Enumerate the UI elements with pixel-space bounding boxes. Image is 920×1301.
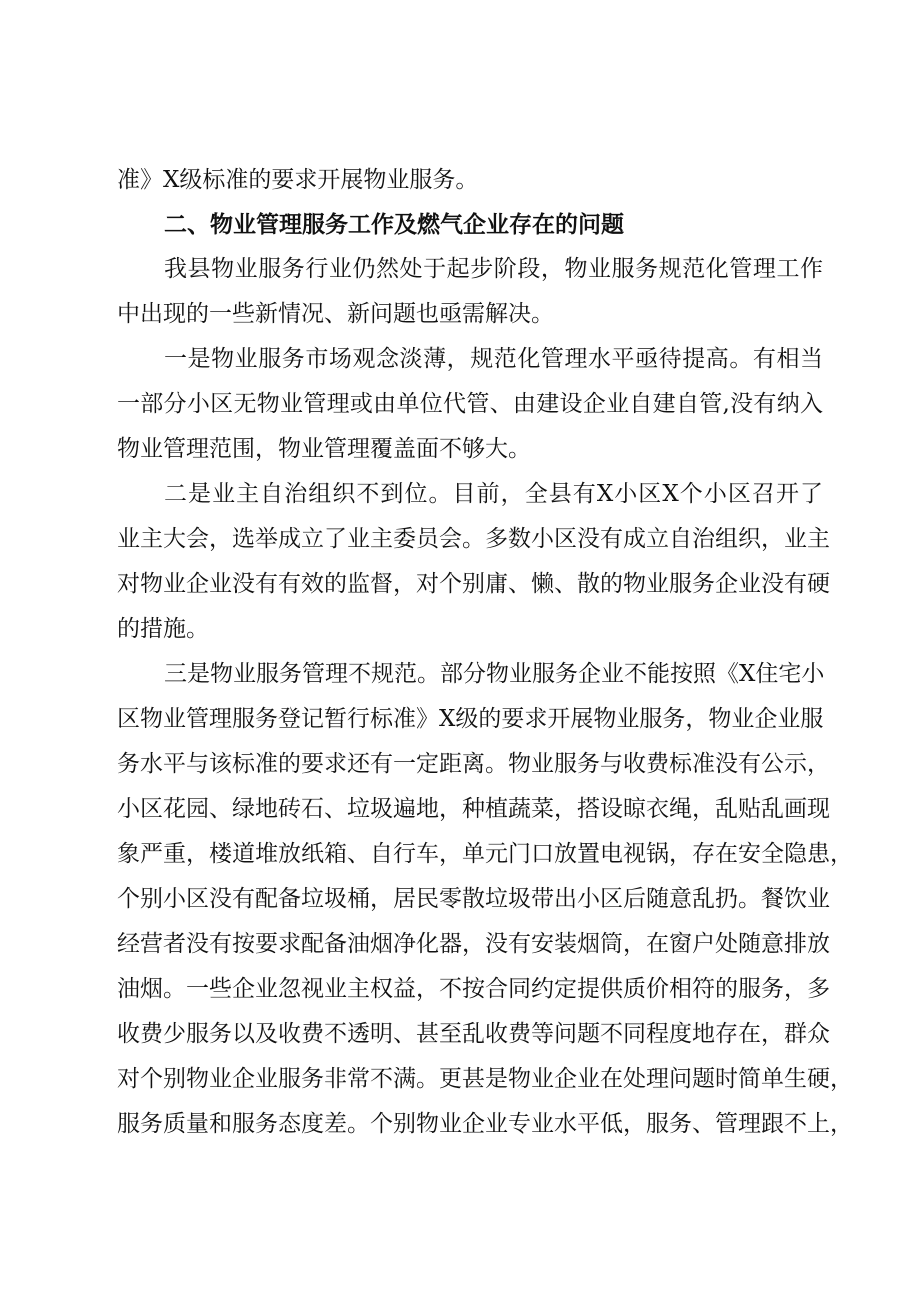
body-text-line: 收费少服务以及收费不透明、甚至乱收费等问题不同程度地存在，群众: [117, 1021, 830, 1047]
document-body: [117, 158, 853, 1147]
body-text-line: 一部分小区无物业管理或由单位代管、由建设企业自建自管,没有纳入: [117, 391, 823, 417]
body-text-line: 二是业主自治组织不到位。目前，全县有X小区X个小区召开了: [164, 481, 823, 507]
body-text-line: 服务质量和服务态度差。个别物业企业专业水平低，服务、管理跟不上，: [117, 1111, 853, 1137]
body-text-line: 对物业企业没有有效的监督，对个别庸、懒、散的物业服务企业没有硬: [117, 571, 830, 597]
body-text-line: 个别小区没有配备垃圾桶，居民零散垃圾带出小区后随意乱扔。餐饮业: [117, 886, 830, 912]
body-text-line: 我县物业服务行业仍然处于起步阶段，物业服务规范化管理工作: [164, 256, 823, 282]
body-text-line: 油烟。一些企业忽视业主权益，不按合同约定提供质价相符的服务，多: [117, 976, 830, 1002]
body-text-line: 中出现的一些新情况、新问题也亟需解决。: [117, 301, 554, 327]
body-text-line: 的措施。: [117, 616, 209, 642]
body-text-line: 象严重，楼道堆放纸箱、自行车，单元门口放置电视锅，存在安全隐患，: [117, 841, 853, 867]
section-heading: 二、物业管理服务工作及燃气企业存在的问题: [164, 212, 624, 238]
body-text-line: 务水平与该标准的要求还有一定距离。物业服务与收费标准没有公示，: [117, 751, 830, 777]
body-text-line: 三是物业服务管理不规范。部分物业服务企业不能按照《X住宅小: [164, 661, 825, 687]
body-text-line: 对个别物业企业服务非常不满。更甚是物业企业在处理问题时简单生硬，: [117, 1066, 853, 1092]
body-text-line: 小区花园、绿地砖石、垃圾遍地，种植蔬菜，搭设晾衣绳，乱贴乱画现: [117, 796, 830, 822]
body-text-line: 一是物业服务市场观念淡薄，规范化管理水平亟待提高。有相当: [164, 346, 823, 372]
body-text-line: 经营者没有按要求配备油烟净化器，没有安装烟筒，在窗户处随意排放: [117, 931, 830, 957]
body-text-line: 物业管理范围，物业管理覆盖面不够大。: [117, 436, 531, 462]
body-text-line: 区物业管理服务登记暂行标准》X级的要求开展物业服务，物业企业服: [117, 706, 824, 732]
body-text-line: 准》X级标准的要求开展物业服务。: [117, 167, 479, 193]
body-text-line: 业主大会，选举成立了业主委员会。多数小区没有成立自治组织，业主: [117, 526, 830, 552]
